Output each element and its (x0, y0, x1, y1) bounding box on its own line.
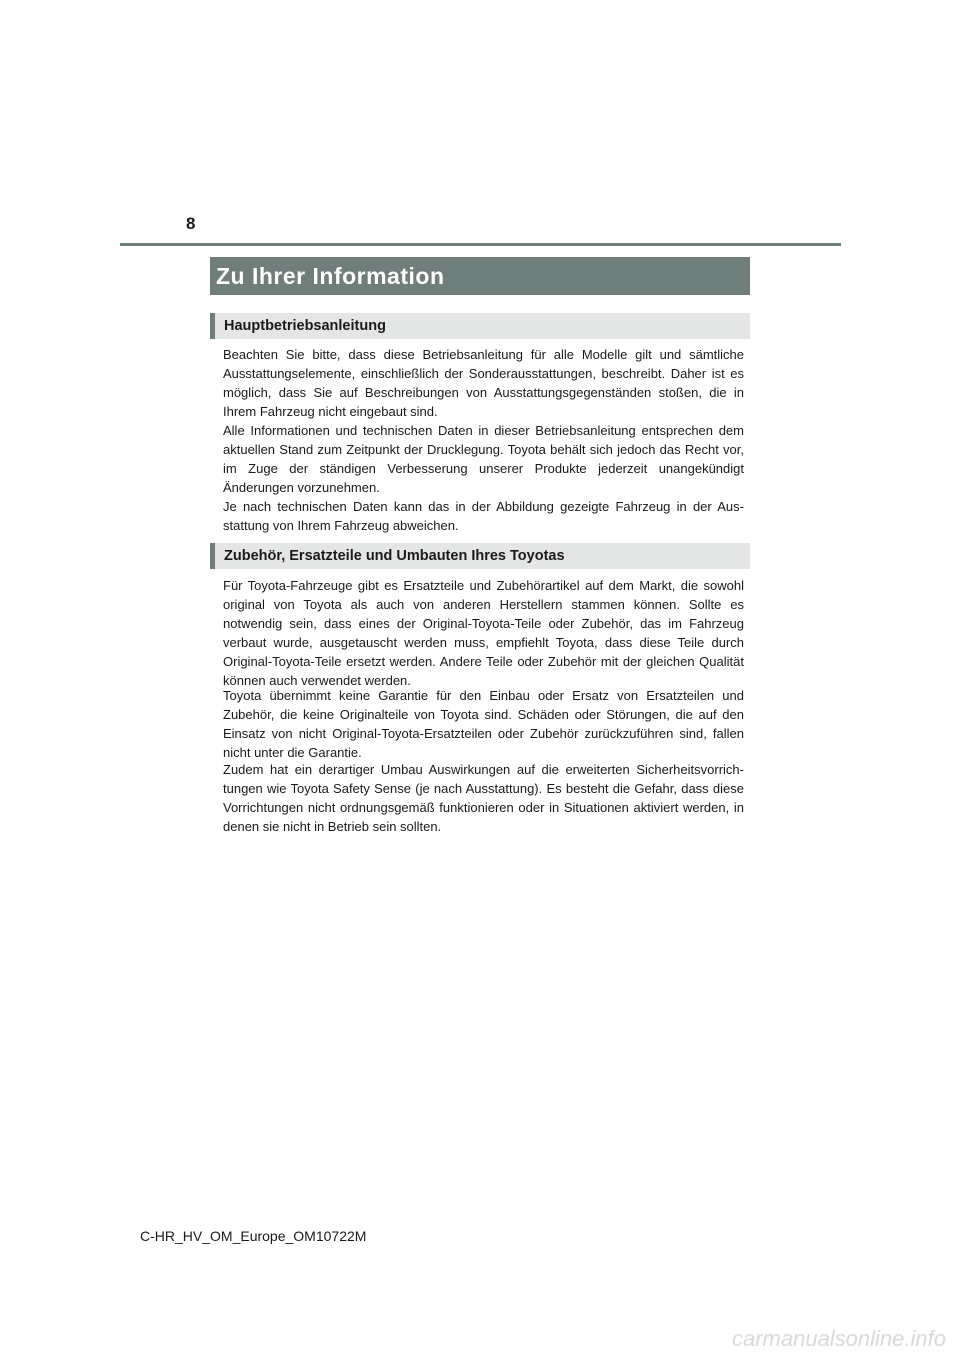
paragraph: Zudem hat ein derartiger Umbau Auswirkungen auf die erweiterten Sicherheitsvorrichtungen wie Toyota Safety Sense (je nach Ausstattung). Es besteht die Gefahr, dass diese Vorrichtungen nicht ordnungsgemäß funktionieren oder in Situationen aktiviert werden, in denen sie nicht in Betrieb sein sollten. (223, 762, 744, 834)
page-title: Zu Ihrer Information (210, 257, 750, 295)
paragraph: Für Toyota-Fahrzeuge gibt es Ersatzteile und Zubehörartikel auf dem Markt, die sowohl original von Toyota als auch von anderen Herstellern stammen können. Sollte es notwendig sein, dass eines der Original-Toyota-Teile oder Zubehör, das im Fahrzeug verbaut wurde, ausgetauscht werden muss, empfiehlt Toyota, dass diese Teile durch Original-Toyota-Teile ersetzt werden. Andere Teile oder Zubehör mit der gleichen Qualität können auch verwendet werden. (223, 578, 744, 688)
paragraph: Je nach technischen Daten kann das in der Abbildung gezeigte Fahrzeug in der Ausstattung von Ihrem Fahrzeug abweichen. (223, 499, 744, 533)
paragraph: Beachten Sie bitte, dass diese Betriebsanleitung für alle Modelle gilt und sämtliche Ausstattungselemente, einschließlich der Sonderausstattungen, beschreibt. Daher ist es möglich, dass Sie auf Beschreibungen von Ausstattungsgegenständen stoßen, die in Ihrem Fahrzeug nicht eingebaut sind. (223, 347, 744, 419)
paragraph: Alle Informationen und technischen Daten in dieser Betriebsanleitung entsprechen dem aktuellen Stand zum Zeitpunkt der Drucklegung. Toyota behält sich jedoch das Recht vor, im Zuge der ständigen Verbesserung unserer Produkte jederzeit unangekündigt Änderungen vorzunehmen. (223, 423, 744, 495)
page-number: 8 (186, 214, 196, 233)
section-heading-zubehoer: Zubehör, Ersatzteile und Umbauten Ihres Toyotas (210, 543, 750, 569)
document-footer-code: C-HR_HV_OM_Europe_OM10722M (140, 1228, 367, 1244)
section-heading-hauptbetriebsanleitung: Hauptbetriebsanleitung (210, 313, 750, 339)
site-watermark: carmanualsonline.info (731, 1326, 946, 1351)
header-rule (120, 243, 841, 246)
paragraph: Toyota übernimmt keine Garantie für den Einbau oder Ersatz von Ersatzteilen und Zubehör, die keine Originalteile von Toyota sind. Schäden oder Störungen, die auf den Einsatz von nicht Original-Toyota-Ersatzteilen oder Zubehör zurückzuführen sind, fallen nicht unter die Garantie. (223, 688, 744, 760)
